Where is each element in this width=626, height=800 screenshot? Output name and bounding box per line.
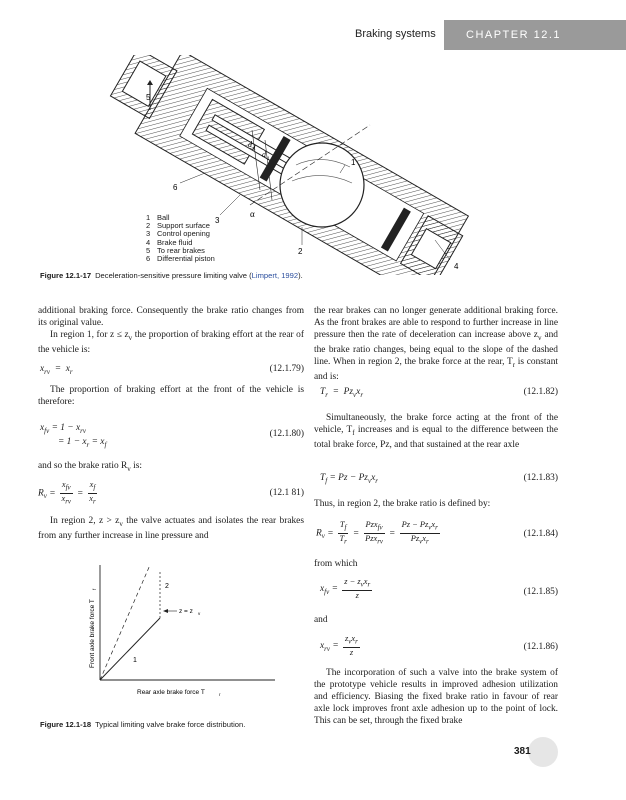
right-p6: The incorporation of such a valve into the brake system of the prototype vehicle results in improved adhesion utilization and efficiency. Biasing the fixed brake ratio in favour of rear axle lock improves front axle adhesion up to the point of lock. This can be set, through the fixed brake [314,668,558,727]
equation-83-number: (12.1.83) [523,473,558,483]
label-2: 2 [298,247,303,256]
legend-item: 6 Differential piston [146,254,215,264]
page-number: 381 [514,746,531,757]
label-alpha: α [250,209,255,219]
legend-item: 2 Support surface [146,221,210,231]
y-axis-label-sub: f [92,588,97,590]
right-p1: the rear brakes can no longer generate additional braking force. As the front brakes are able to respond to further increase in line pressure then the rate of deceleration can increase above $z_v$ and the brake ratio changes, being equal to the slope of the dashed line. When in region 2, the brake force at the rear, $T_r$ is constant and is: [314,306,558,383]
ideal-line [100,565,150,680]
chapter-tab: CHAPTER 12.1 [444,20,626,50]
y-axis-label: Front axle brake force T [89,599,96,668]
label-1: 1 [351,158,356,167]
equation-80: $x_{fv} = 1 - x_{rv}$ [40,423,86,435]
label-d1: d [262,150,266,159]
page-number-badge [528,737,558,767]
zv-label-sub: v [198,611,201,616]
right-p5: and [314,615,328,625]
ball [280,143,364,227]
citation-link[interactable]: Limpert, 1992 [251,271,299,280]
brake-force-chart [85,560,285,710]
equation-82-number: (12.1.82) [523,387,558,397]
figure-17-caption: Figure 12.1-17 Deceleration-sensitive pressure limiting valve (Limpert, 1992). [40,271,303,280]
left-p3: The proportion of braking effort at the front of the vehicle is therefore: [38,385,304,408]
equation-81-number: (12.1 81) [269,488,304,498]
right-p4: from which [314,559,358,569]
equation-86-number: (12.1.86) [523,642,558,652]
region-1-line [100,618,160,680]
equation-79: $x_{rv} = x_r$ [40,364,73,376]
label-d4-sub: 4 [253,147,256,152]
equation-85-number: (12.1.85) [523,587,558,597]
right-p3: Thus, in region 2, the brake ratio is defined by: [314,499,491,509]
left-col-top: additional braking force. Consequently the brake ratio changes from its original value. In region 1, for $z \le z_v$ the proportion of braking effort at the rear of the vehicle is: [38,306,304,356]
equation-86: $x_{rv}$ = $\frac{z_vx_r}{z}$ [320,634,358,657]
legend-item: 4 Brake fluid [146,237,193,247]
valve-diagram [40,55,480,275]
equation-82: $T_r = Pz_vx_r$ [320,387,364,399]
equation-84: $R_v$ = $\frac{T_f}{T_r}$ = $\frac{Pzx_{fv}}{Pzx_{rv}}$ = $\frac{Pz - Pz_vx_r}{Pz_vx_r}$ [316,520,438,546]
equation-79-number: (12.1.79) [269,364,304,374]
legend-item: 3 Control opening [146,229,210,239]
x-axis-label: Rear axle brake force T [137,689,205,696]
equation-80-number: (12.1.80) [269,429,304,439]
x-axis-label-sub: r [219,692,221,697]
label-4: 4 [454,262,459,271]
legend-item: 1 Ball [146,213,170,222]
left-p4: and so the brake ratio $R_v$ is: [38,461,142,473]
figure-18-caption: Figure 12.1-18 Typical limiting valve brake force distribution. [40,720,246,729]
label-3: 3 [215,216,220,225]
running-header: Braking systems [355,28,436,40]
label-6: 6 [173,183,178,192]
zv-label: z = z [179,608,193,615]
legend-item: 5 To rear brakes [146,245,205,255]
equation-84-number: (12.1.84) [523,529,558,539]
region-1-label: 1 [133,657,137,664]
region-2-label: 2 [165,583,169,590]
left-p5: In region 2, $z > z_v$ the valve actuates and isolates the rear brakes from any further increase in line pressure and [38,516,304,541]
equation-81: $R_v$ = $\frac{x_{fv}}{x_{rv}}$ = $\frac{x_f}{x_r}$ [38,480,96,506]
figure-legend [146,214,215,263]
equation-83: $T_f = Pz - Pz_vx_r$ [320,473,378,485]
label-5: 5 [146,93,151,102]
label-d1-sub: 1 [267,157,270,162]
equation-85: $x_{fv}$ = $\frac{z - z_vx_r}{z}$ [320,577,371,600]
equation-80-line2: = $1 - x_r = x_f$ [58,437,107,449]
label-d4: d [248,140,252,149]
right-p2: Simultaneously, the brake force acting at the front of the vehicle, $T_f$ increases and is equal to the difference between the total brake force, Pz, and that sustained at the rear axle [314,413,559,451]
